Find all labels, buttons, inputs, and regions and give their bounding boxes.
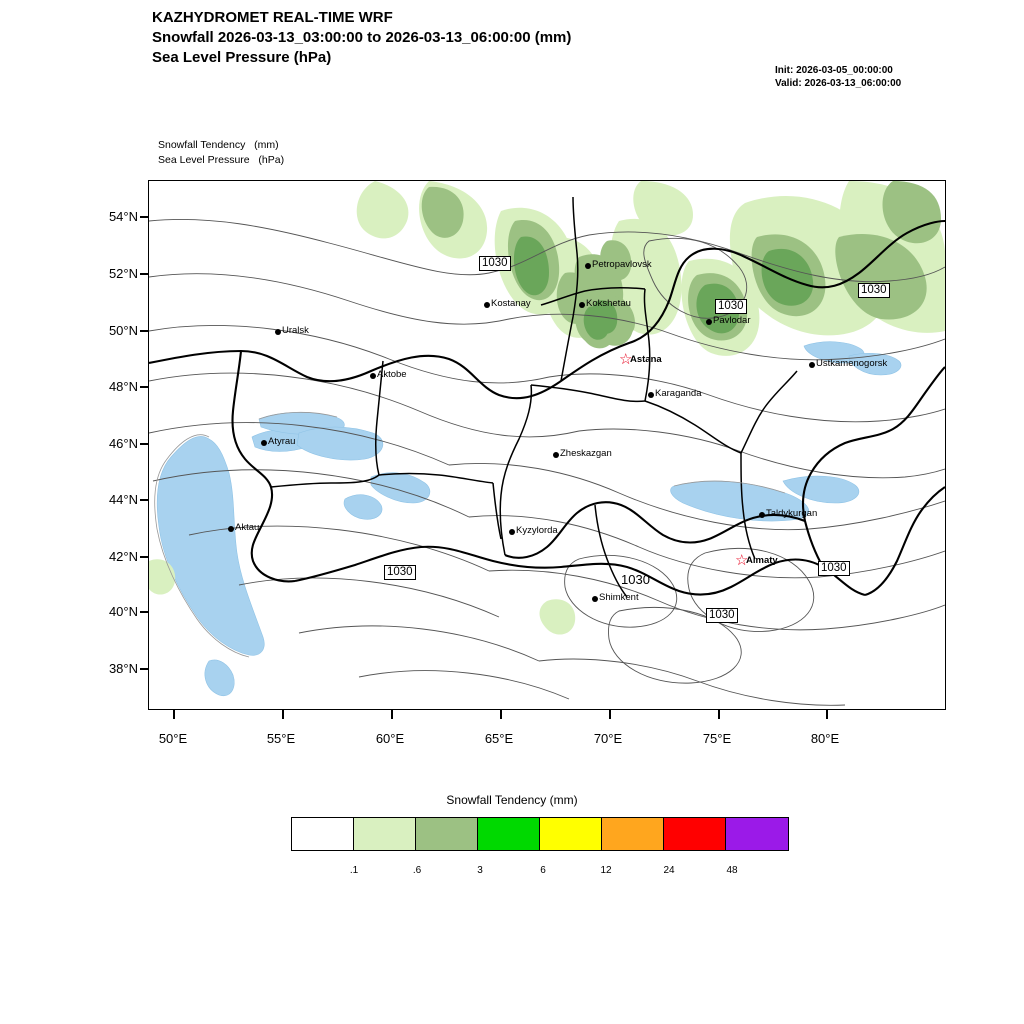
axis-label-lon: 50°E bbox=[158, 731, 188, 746]
axis-label-lon: 55°E bbox=[266, 731, 296, 746]
city-label: Almaty bbox=[746, 555, 778, 566]
axis-tick-lat bbox=[140, 443, 149, 445]
colorbar-swatch-0 bbox=[292, 818, 354, 850]
city-label: Aktobe bbox=[377, 369, 407, 380]
city-label: Aktau bbox=[235, 522, 260, 533]
axis-tick-lat bbox=[140, 499, 149, 501]
axis-label-lat: 48°N bbox=[108, 379, 138, 394]
axis-tick-lat bbox=[140, 611, 149, 613]
title-block bbox=[152, 8, 571, 68]
axis-label-lat: 38°N bbox=[108, 661, 138, 676]
map-panel[interactable] bbox=[148, 180, 946, 710]
valid-time: Valid: 2026-03-13_06:00:00 bbox=[775, 78, 902, 89]
axis-label-lon: 70°E bbox=[593, 731, 623, 746]
axis-label-lon: 75°E bbox=[702, 731, 732, 746]
city-label: Uralsk bbox=[282, 325, 309, 336]
panel-legend-line2: Sea Level Pressure (hPa) bbox=[158, 154, 285, 166]
city-label: Ustkamenogorsk bbox=[816, 358, 888, 369]
axis-tick-lat bbox=[140, 668, 149, 670]
colorbar-tick: 12 bbox=[600, 865, 612, 876]
city-dot bbox=[509, 529, 515, 535]
city-dot bbox=[585, 263, 591, 269]
axis-tick-lon bbox=[391, 710, 393, 719]
colorbar-tick: 24 bbox=[663, 865, 675, 876]
axis-tick-lat bbox=[140, 330, 149, 332]
capital-star-icon: ☆ bbox=[619, 351, 633, 368]
axis-label-lon: 65°E bbox=[484, 731, 514, 746]
capital-star-icon: ☆ bbox=[735, 552, 749, 569]
city-dot bbox=[228, 526, 234, 532]
axis-tick-lon bbox=[173, 710, 175, 719]
colorbar-tick: .1 bbox=[349, 865, 359, 876]
axis-label-lat: 40°N bbox=[108, 604, 138, 619]
isobar-label: 1030 bbox=[621, 572, 650, 587]
city-label: Karaganda bbox=[655, 388, 702, 399]
axis-tick-lat bbox=[140, 386, 149, 388]
city-dot bbox=[592, 596, 598, 602]
city-dot bbox=[370, 373, 376, 379]
axis-label-lat: 50°N bbox=[108, 323, 138, 338]
city-dot bbox=[553, 452, 559, 458]
axis-tick-lat bbox=[140, 556, 149, 558]
city-dot bbox=[484, 302, 490, 308]
axis-tick-lat bbox=[140, 216, 149, 218]
isobar-label: 1030 bbox=[384, 565, 416, 580]
colorbar-swatch-2 bbox=[416, 818, 478, 850]
page-title: KAZHYDROMET REAL-TIME WRF bbox=[152, 9, 393, 26]
axis-label-lat: 44°N bbox=[108, 492, 138, 507]
subtitle-pressure: Sea Level Pressure (hPa) bbox=[152, 49, 332, 66]
city-label: Atyrau bbox=[268, 436, 296, 447]
city-dot bbox=[648, 392, 654, 398]
city-label: Petropavlovsk bbox=[592, 259, 652, 270]
colorbar-title: Snowfall Tendency (mm) bbox=[446, 793, 578, 807]
city-dot bbox=[706, 319, 712, 325]
axis-tick-lon bbox=[500, 710, 502, 719]
run-info bbox=[775, 64, 901, 90]
isobar-label: 1030 bbox=[479, 256, 511, 271]
colorbar-tick: 3 bbox=[477, 865, 483, 876]
axis-label-lon: 60°E bbox=[375, 731, 405, 746]
city-dot bbox=[275, 329, 281, 335]
colorbar bbox=[291, 817, 789, 851]
axis-label-lat: 52°N bbox=[108, 266, 138, 281]
init-time: Init: 2026-03-05_00:00:00 bbox=[775, 65, 893, 76]
panel-legend bbox=[158, 138, 284, 168]
colorbar-swatch-6 bbox=[664, 818, 726, 850]
isobar-label: 1030 bbox=[715, 299, 747, 314]
colorbar-swatch-5 bbox=[602, 818, 664, 850]
colorbar-swatch-4 bbox=[540, 818, 602, 850]
colorbar-ticks bbox=[291, 865, 791, 881]
axis-label-lat: 42°N bbox=[108, 549, 138, 564]
colorbar-tick: 48 bbox=[726, 865, 738, 876]
city-label: Astana bbox=[630, 354, 662, 365]
colorbar-tick: 6 bbox=[540, 865, 546, 876]
axis-tick-lon bbox=[826, 710, 828, 719]
axis-label-lat: 46°N bbox=[108, 436, 138, 451]
axis-tick-lat bbox=[140, 273, 149, 275]
city-label: Kokshetau bbox=[586, 298, 631, 309]
isobar-label: 1030 bbox=[858, 283, 890, 298]
colorbar-swatch-3 bbox=[478, 818, 540, 850]
colorbar-tick: .6 bbox=[412, 865, 422, 876]
city-label: Kostanay bbox=[491, 298, 531, 309]
axis-tick-lon bbox=[718, 710, 720, 719]
city-label: Taldykurgan bbox=[766, 508, 818, 519]
city-label: Kyzylorda bbox=[516, 525, 558, 536]
axis-label-lon: 80°E bbox=[810, 731, 840, 746]
colorbar-swatch-1 bbox=[354, 818, 416, 850]
panel-legend-line1: Snowfall Tendency (mm) bbox=[158, 139, 279, 151]
city-dot bbox=[579, 302, 585, 308]
colorbar-swatch-7 bbox=[726, 818, 788, 850]
axis-tick-lon bbox=[609, 710, 611, 719]
axis-label-lat: 54°N bbox=[108, 209, 138, 224]
city-dot bbox=[261, 440, 267, 446]
city-label: Pavlodar bbox=[713, 315, 751, 326]
isobar-label: 1030 bbox=[818, 561, 850, 576]
axis-tick-lon bbox=[282, 710, 284, 719]
city-label: Shimkent bbox=[599, 592, 639, 603]
isobar-label: 1030 bbox=[706, 608, 738, 623]
subtitle-snowfall: Snowfall 2026-03-13_03:00:00 to 2026-03-13_06:00:00 (mm) bbox=[152, 29, 572, 46]
city-label: Zheskazgan bbox=[560, 448, 612, 459]
city-dot bbox=[809, 362, 815, 368]
city-dot bbox=[759, 512, 765, 518]
